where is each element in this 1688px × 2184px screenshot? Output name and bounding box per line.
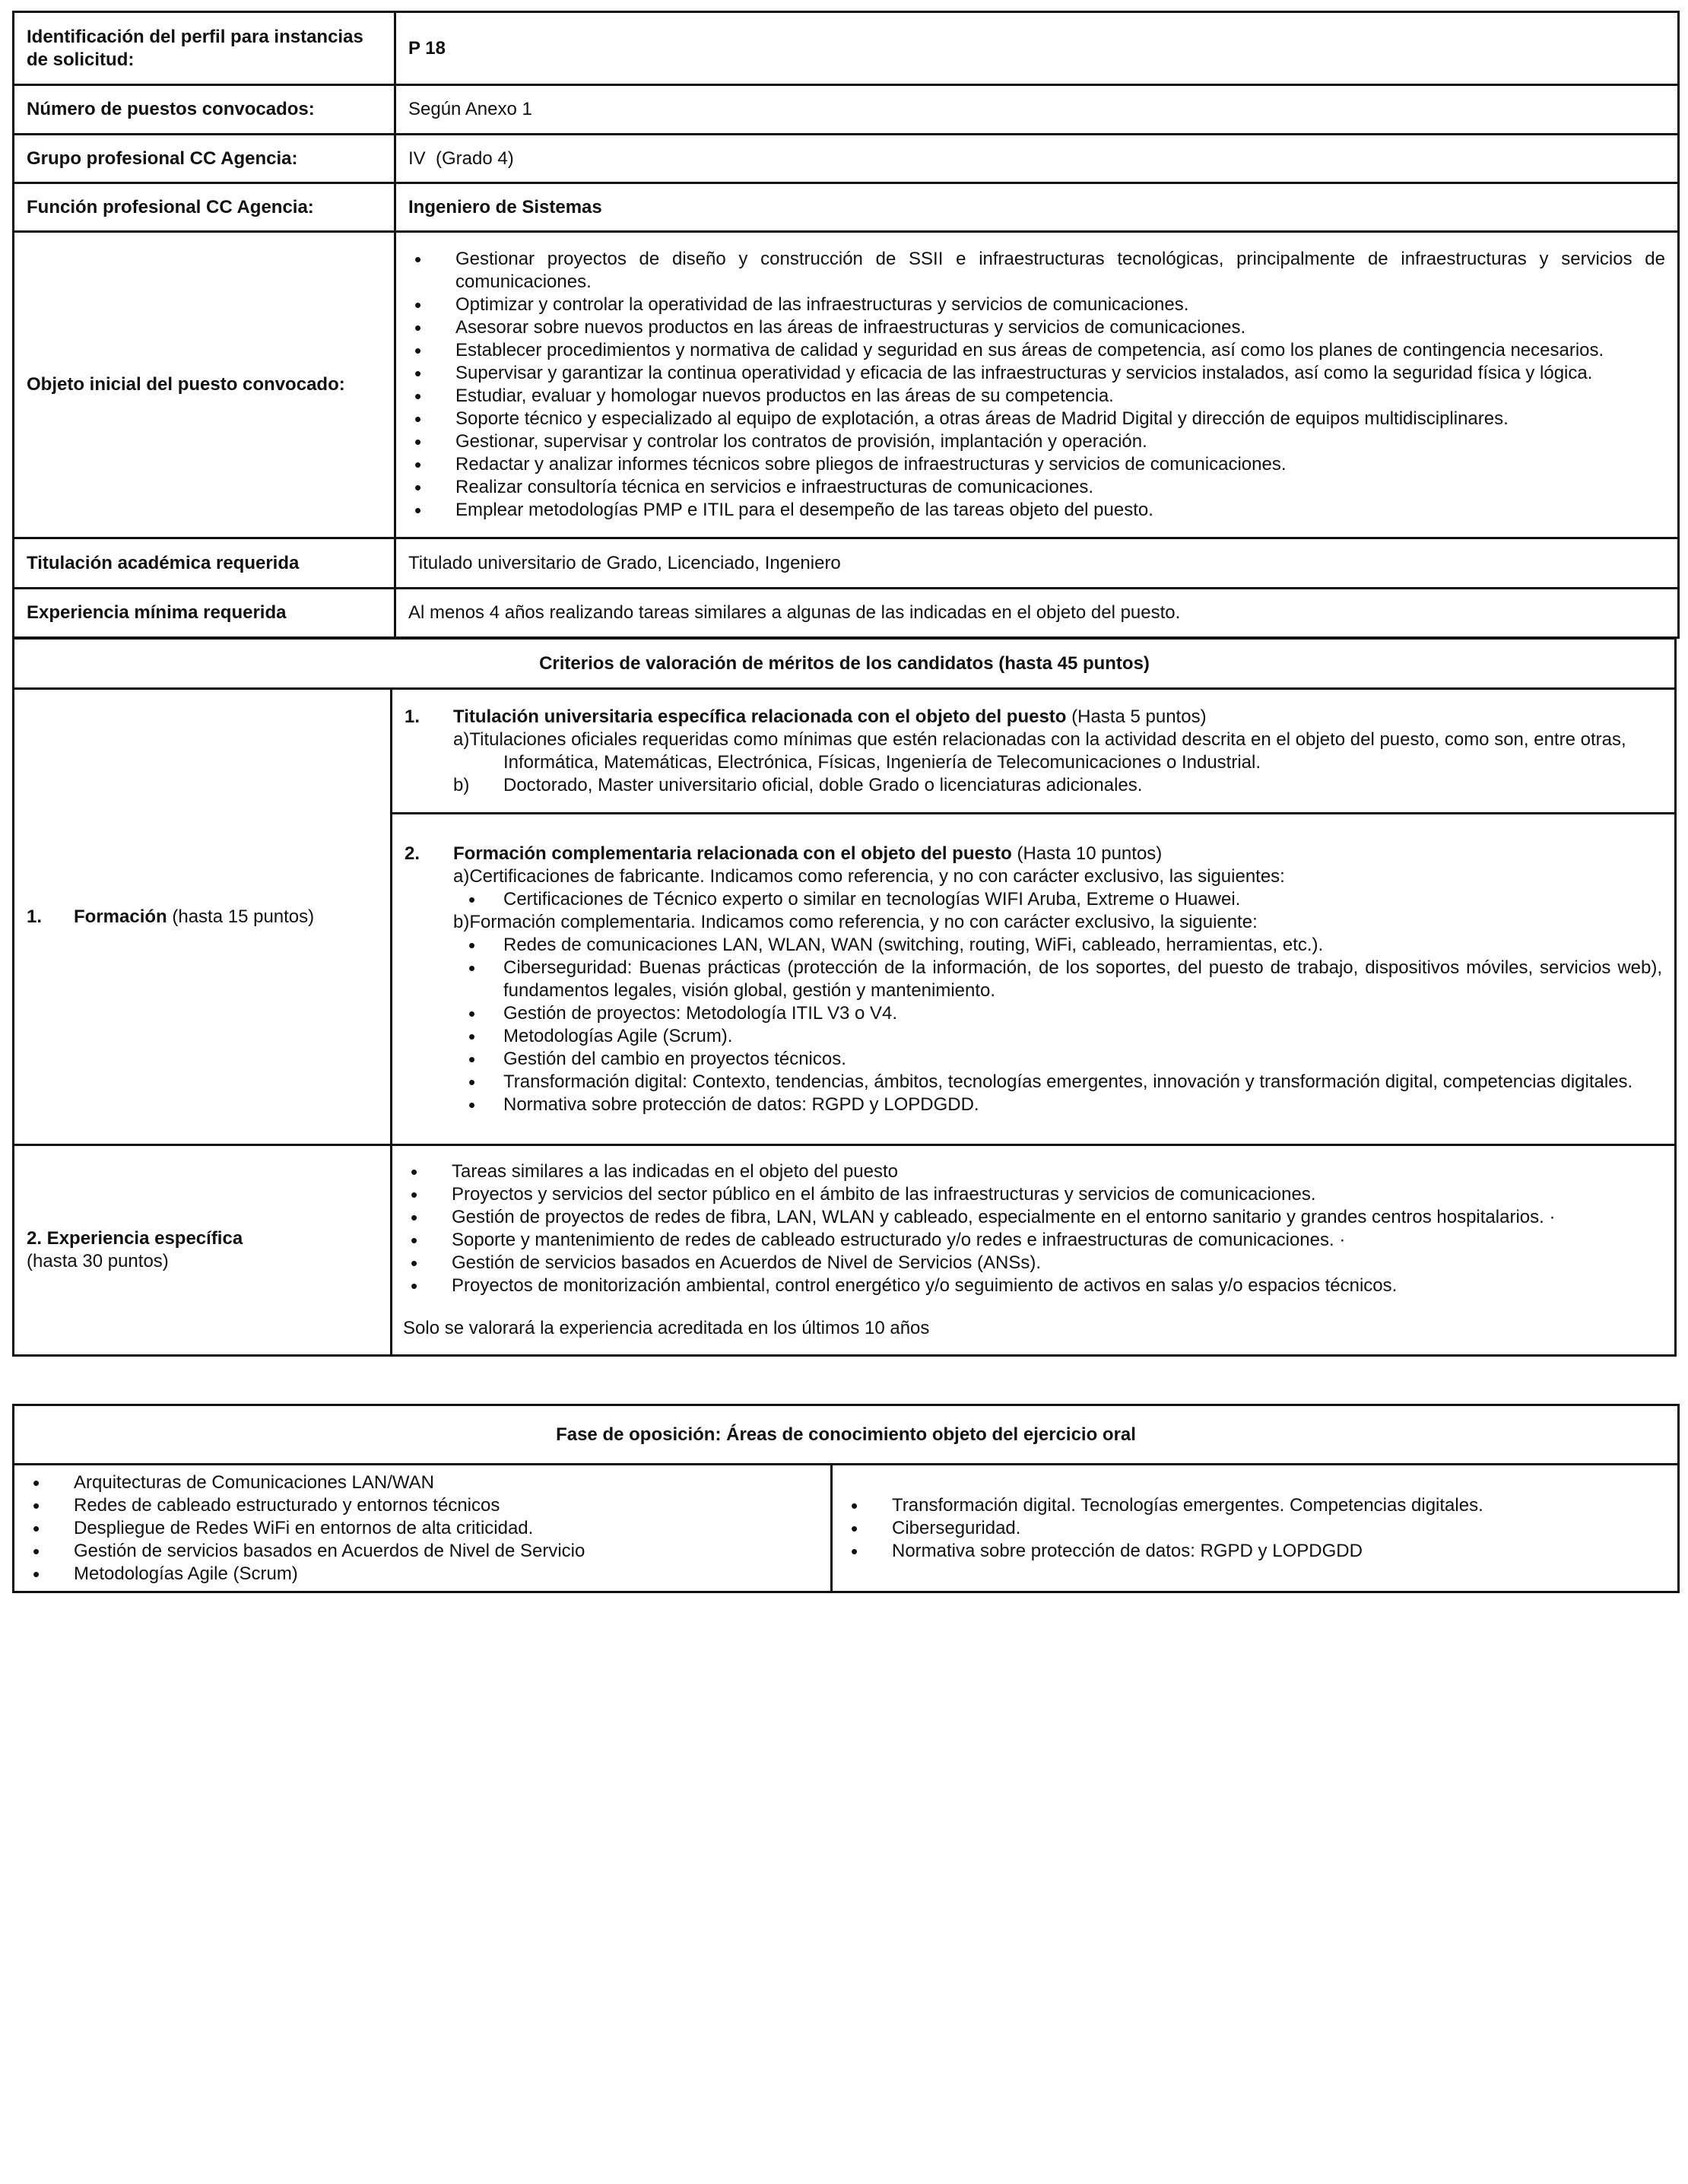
experiencia-points: (hasta 30 puntos) [27, 1251, 169, 1271]
item-b-text: Doctorado, Master universitario oficial, doble Grado o licenciaturas adicionales. [503, 774, 1143, 795]
list-item: • Arquitecturas de Comunicaciones LAN/WAN [25, 1471, 818, 1494]
profile-id-label: Identificación del perfil para instancias de solicitud: [14, 12, 395, 85]
table-row [14, 85, 1679, 135]
profile-id-value: P 18 [395, 12, 1679, 85]
list-item: • Gestión de servicios basados en Acuerdos de Nivel de Servicio [25, 1540, 818, 1563]
positions-label: Número de puestos convocados: [14, 85, 395, 135]
oposicion-right-cell [832, 1465, 1679, 1592]
list-item: • Realizar consultoría técnica en servicios e infraestructuras de comunicaciones. [407, 476, 1665, 499]
list-item: • Tareas similares a las indicadas en el objeto del puesto [403, 1160, 1662, 1183]
list-item: • Transformación digital. Tecnologías emergentes. Competencias digitales. [843, 1494, 1665, 1517]
degree-value: Titulado universitario de Grado, Licenciado, Ingeniero [395, 538, 1679, 589]
table-row [14, 135, 1679, 183]
item-points: (Hasta 10 puntos) [1011, 843, 1163, 864]
oposicion-right-list [843, 1494, 1665, 1563]
list-item: • Asesorar sobre nuevos productos en las áreas de infraestructuras y servicios de comunicaciones. [407, 316, 1665, 339]
list-item: • Proyectos de monitorización ambiental, control energético y/o seguimiento de activos en salas y/o espacios técnicos. [403, 1275, 1662, 1297]
oposicion-table [12, 1404, 1680, 1593]
list-item: • Gestión de servicios basados en Acuerdos de Nivel de Servicios (ANSs). [403, 1252, 1662, 1275]
object-list [407, 248, 1665, 522]
list-item: • Soporte técnico y especializado al equipo de explotación, a otras áreas de Madrid Digital y dirección de equipos multidisciplinares. [407, 408, 1665, 430]
oposicion-title: Fase de oposición: Áreas de conocimiento objeto del ejercicio oral [14, 1405, 1679, 1465]
formacion-label [27, 906, 378, 929]
formacion-item2-a-list [405, 888, 1662, 911]
object-label: Objeto inicial del puesto convocado: [14, 232, 395, 538]
item-title: Titulación universitaria específica relacionada con el objeto del puesto [453, 706, 1067, 727]
criteria-title: Criterios de valoración de méritos de los candidatos (hasta 45 puntos) [14, 639, 1676, 689]
list-item: • Gestión de proyectos: Metodología ITIL V3 o V4. [456, 1002, 1662, 1025]
experiencia-note: Solo se valorará la experiencia acreditada en los últimos 10 años [403, 1318, 930, 1338]
list-item: • Gestionar, supervisar y controlar los contratos de provisión, implantación y operación. [407, 430, 1665, 453]
item-number: 2. [405, 843, 420, 864]
formacion-item1-heading [405, 706, 1662, 729]
list-item: • Establecer procedimientos y normativa de calidad y seguridad en sus áreas de competencia, así como los planes de contingencia necesarios. [407, 339, 1665, 362]
object-cell [395, 232, 1679, 538]
table-row [14, 689, 1676, 814]
formacion-points: (hasta 15 puntos) [167, 906, 315, 927]
table-row [14, 1145, 1676, 1356]
item-points: (Hasta 5 puntos) [1066, 706, 1207, 727]
table-row [14, 183, 1679, 232]
table-row [14, 12, 1679, 85]
formacion-title: Formación [74, 906, 167, 927]
list-item: • Redes de comunicaciones LAN, WLAN, WAN (switching, routing, WiFi, cableado, herramientas, etc.). [456, 934, 1662, 957]
table-row [14, 1405, 1679, 1465]
formacion-item1-a: a)Titulaciones oficiales requeridas como mínimas que estén relacionadas con la actividad descrita en el objeto del puesto, como son, entre otras, Informática, Matemáticas, Electrónica, Físicas, Ingeniería de Telecomunicaciones o Industrial. [453, 729, 1626, 773]
list-item: • Soporte y mantenimiento de redes de cableado estructurado y/o redes e infraestructuras de comunicaciones. · [403, 1229, 1662, 1252]
formacion-item2-a: a)Certificaciones de fabricante. Indicamos como referencia, y no con carácter exclusivo, las siguientes: [453, 865, 1285, 887]
criteria-table [12, 637, 1677, 1357]
item-b-label: b) [453, 774, 470, 795]
experiencia-cell [392, 1145, 1676, 1356]
list-item: • Normativa sobre protección de datos: RGPD y LOPDGDD [843, 1540, 1665, 1563]
table-row [14, 538, 1679, 589]
item-number: 1. [405, 706, 420, 727]
formacion-number: 1. [27, 906, 43, 927]
item-title: Formación complementaria relacionada con el objeto del puesto [453, 843, 1012, 864]
list-item: • Transformación digital: Contexto, tendencias, ámbitos, tecnologías emergentes, innovación y transformación digital, competencias digitales. [456, 1071, 1662, 1094]
table-row [14, 589, 1679, 638]
degree-label: Titulación académica requerida [14, 538, 395, 589]
function-value: Ingeniero de Sistemas [395, 183, 1679, 232]
list-item: • Metodologías Agile (Scrum). [456, 1025, 1662, 1048]
experiencia-label-cell [14, 1145, 392, 1356]
formacion-item1-b [405, 774, 1662, 797]
group-value: IV (Grado 4) [395, 135, 1679, 183]
list-item: • Supervisar y garantizar la continua operatividad y eficacia de las infraestructuras y servicios instalados, así como la seguridad física y lógica. [407, 362, 1665, 385]
list-item: • Redactar y analizar informes técnicos sobre pliegos de infraestructuras y servicios de comunicaciones. [407, 453, 1665, 476]
profile-table [12, 11, 1680, 639]
list-item: • Certificaciones de Técnico experto o similar en tecnologías WIFI Aruba, Extreme o Huawei. [456, 888, 1662, 911]
table-row [14, 639, 1676, 689]
experience-label: Experiencia mínima requerida [14, 589, 395, 638]
formacion-item2-b-list [405, 934, 1662, 1116]
formacion-item2-heading [405, 843, 1662, 865]
group-label: Grupo profesional CC Agencia: [14, 135, 395, 183]
list-item: • Gestión de proyectos de redes de fibra, LAN, WLAN y cableado, especialmente en el entorno sanitario y grandes centros hospitalarios. · [403, 1206, 1662, 1229]
list-item: • Ciberseguridad. [843, 1517, 1665, 1540]
list-item: • Gestión del cambio en proyectos técnicos. [456, 1048, 1662, 1071]
positions-value: Según Anexo 1 [395, 85, 1679, 135]
list-item: • Metodologías Agile (Scrum) [25, 1563, 818, 1586]
experiencia-list [403, 1160, 1662, 1297]
list-item: • Proyectos y servicios del sector público en el ámbito de las infraestructuras y servicios de comunicaciones. [403, 1183, 1662, 1206]
formacion-item2-b: b)Formación complementaria. Indicamos como referencia, y no con carácter exclusivo, la siguiente: [453, 911, 1258, 932]
list-item: • Gestionar proyectos de diseño y construcción de SSII e infraestructuras tecnológicas, principalmente de infraestructuras y servicios de comunicaciones. [407, 248, 1665, 294]
list-item: • Redes de cableado estructurado y entornos técnicos [25, 1494, 818, 1517]
formacion-item1-cell [392, 689, 1676, 814]
list-item: • Despliegue de Redes WiFi en entornos de alta criticidad. [25, 1517, 818, 1540]
list-item: • Optimizar y controlar la operatividad de las infraestructuras y servicios de comunicaciones. [407, 294, 1665, 316]
experience-value: Al menos 4 años realizando tareas similares a algunas de las indicadas en el objeto del puesto. [395, 589, 1679, 638]
formacion-label-cell [14, 689, 392, 1145]
list-item: • Normativa sobre protección de datos: RGPD y LOPDGDD. [456, 1094, 1662, 1116]
formacion-item2-cell [392, 814, 1676, 1145]
oposicion-left-list [25, 1471, 818, 1586]
table-row [14, 1465, 1679, 1592]
experiencia-title: 2. Experiencia específica [27, 1228, 243, 1249]
table-row [14, 232, 1679, 538]
function-label: Función profesional CC Agencia: [14, 183, 395, 232]
list-item: • Emplear metodologías PMP e ITIL para el desempeño de las tareas objeto del puesto. [407, 499, 1665, 522]
oposicion-left-cell [14, 1465, 832, 1592]
list-item: • Estudiar, evaluar y homologar nuevos productos en las áreas de su competencia. [407, 385, 1665, 408]
list-item: • Ciberseguridad: Buenas prácticas (protección de la información, de los soportes, del puesto de trabajo, dispositivos móviles, servicios web), fundamentos legales, visión global, gestión y mantenimiento. [456, 957, 1662, 1002]
